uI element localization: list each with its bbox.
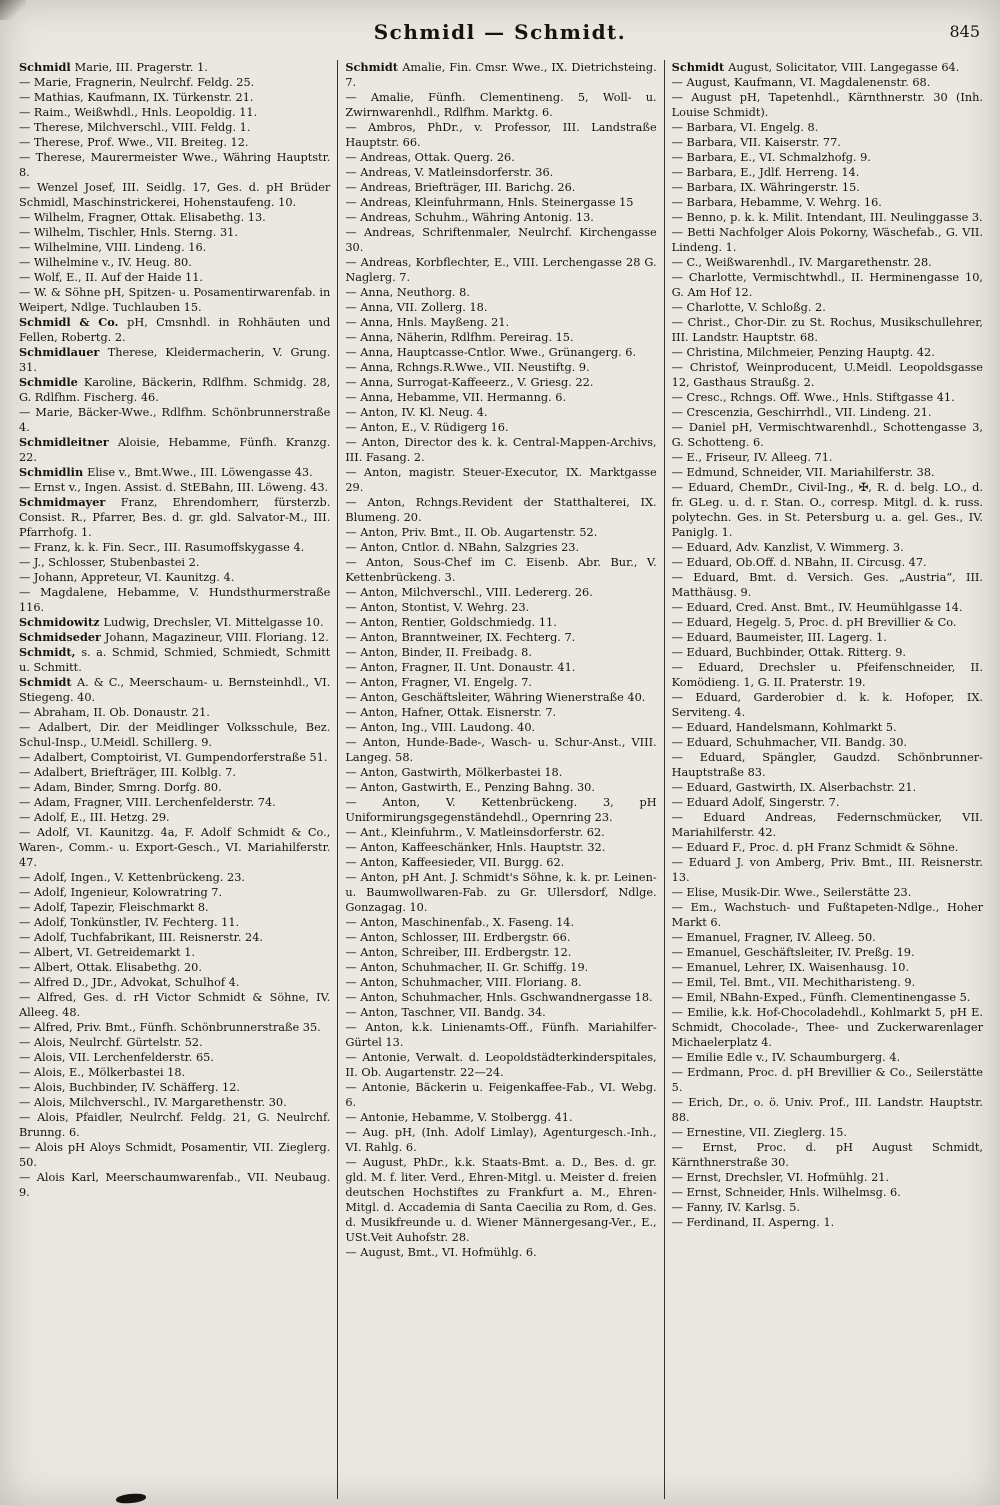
entry-surname: Schmidt — [345, 60, 403, 74]
directory-entry: — Eduard, Buchbinder, Ottak. Ritterg. 9. — [671, 646, 906, 659]
directory-entry: — Adolf, Tonkünstler, IV. Fechterg. 11. — [19, 916, 240, 929]
directory-entry: — Albert, VI. Getreidemarkt 1. — [19, 946, 195, 959]
directory-entry: — Johann, Appreteur, VI. Kaunitzg. 4. — [19, 571, 235, 584]
directory-entry: — Antonie, Verwalt. d. Leopoldstädterkinderspitales, II. Ob. Augartenstr. 22—24. — [345, 1051, 657, 1079]
directory-entry: — Anton, Milchverschl., VIII. Ledererg. 26. — [345, 586, 593, 599]
directory-entry: — Adolf, Tuchfabrikant, III. Reisnerstr. 24. — [19, 931, 263, 944]
entry-surname: Schmidmayer — [19, 495, 121, 509]
directory-entry: — Ernst, Drechsler, VI. Hofmühlg. 21. — [671, 1171, 890, 1184]
entry-surname: Schmidseder — [19, 630, 105, 644]
directory-entry: — Emanuel, Lehrer, IX. Waisenhausg. 10. — [671, 961, 910, 974]
directory-entry: — Anton, Kaffeesieder, VII. Burgg. 62. — [345, 856, 565, 869]
directory-entry: — Emilie Edle v., IV. Schaumburgerg. 4. — [671, 1051, 901, 1064]
directory-entry: — Ernst, Proc. d. pH August Schmidt, Kärnthnerstraße 30. — [671, 1141, 983, 1169]
directory-entry: — Anton, Rchngs.Revident der Statthalterei, IX. Blumeng. 20. — [345, 496, 657, 524]
directory-entry: — Barbara, IX. Währingerstr. 15. — [671, 181, 860, 194]
directory-entry: — Eduard, Schuhmacher, VII. Bandg. 30. — [671, 736, 908, 749]
directory-entry: Schmidt, s. a. Schmid, Schmied, Schmiedt, Schmitt u. Schmitt. — [19, 645, 331, 674]
directory-entry: — Amalie, Fünfh. Clementineng. 5, Woll- u. Zwirnwarenhdl., Rdlfhm. Marktg. 6. — [345, 91, 657, 119]
directory-entry: — Anna, Näherin, Rdlfhm. Pereirag. 15. — [345, 331, 574, 344]
directory-entry: — Cresc., Rchngs. Off. Wwe., Hnls. Stiftgasse 41. — [671, 391, 955, 404]
directory-entry: — Therese, Milchverschl., VIII. Feldg. 1. — [19, 121, 251, 134]
directory-entry: — Wilhelmine v., IV. Heug. 80. — [19, 256, 192, 269]
directory-entry: — Daniel pH, Vermischtwarenhdl., Schottengasse 3, G. Schotteng. 6. — [671, 421, 983, 449]
directory-entry: — Barbara, E., Jdlf. Herreng. 14. — [671, 166, 860, 179]
directory-entry: — Anton, Gastwirth, E., Penzing Bahng. 30. — [345, 781, 595, 794]
directory-entry: — Alfred, Ges. d. rH Victor Schmidt & Söhne, IV. Alleeg. 48. — [19, 991, 331, 1019]
directory-entry: — Eduard, Ob.Off. d. NBahn, II. Circusg. 47. — [671, 556, 927, 569]
directory-entry: — Andreas, Schriftenmaler, Neulrchf. Kirchengasse 30. — [345, 226, 657, 254]
directory-entry: — Anton, Schuhmacher, Hnls. Gschwandnergasse 18. — [345, 991, 653, 1004]
directory-entry: — Christof, Weinproducent, U.Meidl. Leopoldsgasse 12, Gasthaus Straußg. 2. — [671, 361, 983, 389]
directory-entry: — Anton, Gastwirth, Mölkerbastei 18. — [345, 766, 563, 779]
directory-entry: — Eduard Adolf, Singerstr. 7. — [671, 796, 840, 809]
directory-entry: — Eduard, Drechsler u. Pfeifenschneider, II. Komödieng. 1, G. II. Praterstr. 19. — [671, 661, 983, 689]
directory-entry: — Anna, Rchngs.R.Wwe., VII. Neustiftg. 9. — [345, 361, 590, 374]
entry-surname: Schmidl & Co. — [19, 315, 128, 329]
directory-entry: — Anton, Ing., VIII. Laudong. 40. — [345, 721, 536, 734]
directory-entry: — Anton, Director des k. k. Central-Mappen-Archivs, III. Fasang. 2. — [345, 436, 657, 464]
directory-entry: — Andreas, Ottak. Querg. 26. — [345, 151, 515, 164]
directory-entry: — Christina, Milchmeier, Penzing Hauptg. 42. — [671, 346, 935, 359]
directory-entry: — Eduard, Gastwirth, IX. Alserbachstr. 21. — [671, 781, 917, 794]
directory-entry: Schmidlauer Therese, Kleidermacherin, V. Grung. 31. — [19, 345, 331, 374]
page-title: Schmidl — Schmidt. — [373, 20, 627, 44]
directory-entry: — Eduard, Hegelg. 5, Proc. d. pH Brevillier & Co. — [671, 616, 957, 629]
directory-entry: — Adalbert, Dir. der Meidlinger Volksschule, Bez. Schul-Insp., U.Meidl. Schillerg. 9. — [19, 721, 331, 749]
directory-entry: — Anton, k.k. Linienamts-Off., Fünfh. Mariahilfer-Gürtel 13. — [345, 1021, 657, 1049]
directory-entry: — Alois, VII. Lerchenfelderstr. 65. — [19, 1051, 214, 1064]
directory-entry: — W. & Söhne pH, Spitzen- u. Posamentirwarenfab. in Weipert, Ndlge. Tuchlauben 15. — [19, 286, 331, 314]
directory-entry: — Eduard, Baumeister, III. Lagerg. 1. — [671, 631, 887, 644]
directory-entry: — Alois pH Aloys Schmidt, Posamentir, VII. Zieglerg. 50. — [19, 1141, 331, 1169]
directory-entry: — August, PhDr., k.k. Staats-Bmt. a. D., Bes. d. gr. gld. M. f. liter. Verd., Ehren-Mitgl. u. Meister d. freien deutschen Hochstiftes zu Frankfurt a. M., Ehren-Mitgl. d. Accademia di Santa Caecilia zu Rom, d. Ges. d. Musikfreunde u. d. Wiener Männergesang-Ver., E., USt.Veit Auhofstr. 28. — [345, 1156, 657, 1244]
directory-entry: — Anton, Schuhmacher, II. Gr. Schiffg. 19. — [345, 961, 589, 974]
directory-entry: — Alois, Buchbinder, IV. Schäfferg. 12. — [19, 1081, 241, 1094]
directory-entry: — Adalbert, Briefträger, III. Kolblg. 7. — [19, 766, 236, 779]
directory-entry: — Magdalene, Hebamme, V. Hundsthurmerstraße 116. — [19, 586, 331, 614]
directory-entry: Schmidt Amalie, Fin. Cmsr. Wwe., IX. Dietrichsteing. 7. — [345, 60, 657, 89]
directory-entry: — August, Bmt., VI. Hofmühlg. 6. — [345, 1246, 537, 1259]
directory-entry: — Anton, Kaffeeschänker, Hnls. Hauptstr. 32. — [345, 841, 606, 854]
directory-entry: — Raim., Weißwhdl., Hnls. Leopoldig. 11. — [19, 106, 258, 119]
directory-entry: — Elise, Musik-Dir. Wwe., Seilerstätte 23. — [671, 886, 912, 899]
directory-entry: — Antonie, Hebamme, V. Stolbergg. 41. — [345, 1111, 573, 1124]
directory-entry: Schmidseder Johann, Magazineur, VIII. Floriang. 12. — [19, 630, 329, 644]
directory-entry: — Franz, k. k. Fin. Secr., III. Rasumoffskygasse 4. — [19, 541, 305, 554]
directory-entry: — Anton, Stontist, V. Wehrg. 23. — [345, 601, 530, 614]
directory-entry: — Aug. pH, (Inh. Adolf Limlay), Agenturgesch.-Inh., VI. Rahlg. 6. — [345, 1126, 657, 1154]
directory-entry: — Eduard, ChemDr., Civil-Ing., ✠, R. d. belg. LO., d. fr. GLeg. u. d. r. Stan. O., corresp. Mitgl. d. k. russ. polytechn. Ges. in St. Petersburg u. a. gel. Ges., IV. Paniglg. 1. — [671, 481, 983, 539]
directory-entry: — Anton, Hunde-Bade-, Wasch- u. Schur-Anst., VIII. Langeg. 58. — [345, 736, 657, 764]
directory-entry: — Ernst, Schneider, Hnls. Wilhelmsg. 6. — [671, 1186, 901, 1199]
directory-entry: — Albert, Ottak. Elisabethg. 20. — [19, 961, 202, 974]
directory-entry: — Therese, Prof. Wwe., VII. Breiteg. 12. — [19, 136, 249, 149]
directory-entry: Schmidowitz Ludwig, Drechsler, VI. Mittelgasse 10. — [19, 615, 324, 629]
directory-entry: — Anton, Maschinenfab., X. Faseng. 14. — [345, 916, 575, 929]
page-number: 845 — [949, 22, 980, 41]
directory-entry: — Ant., Kleinfuhrm., V. Matleinsdorferstr. 62. — [345, 826, 605, 839]
directory-entry: — Eduard F., Proc. d. pH Franz Schmidt & Söhne. — [671, 841, 959, 854]
directory-entry: — Alois Karl, Meerschaumwarenfab., VII. Neubaug. 9. — [19, 1171, 331, 1199]
directory-entry: — Alois, E., Mölkerbastei 18. — [19, 1066, 186, 1079]
directory-entry: — Emil, Tel. Bmt., VII. Mechitharisteng. 9. — [671, 976, 916, 989]
directory-entry: — Barbara, Hebamme, V. Wehrg. 16. — [671, 196, 882, 209]
directory-entry: — Adalbert, Comptoirist, VI. Gumpendorferstraße 51. — [19, 751, 328, 764]
directory-entry: — Anton, Fragner, II. Unt. Donaustr. 41. — [345, 661, 576, 674]
directory-entry: — Anton, V. Kettenbrückeng. 3, pH Uniformirungsgegenständehdl., Opernring 23. — [345, 796, 657, 824]
page-header — [0, 0, 1000, 52]
directory-entry: — Eduard, Spängler, Gaudzd. Schönbrunner-Hauptstraße 83. — [671, 751, 983, 779]
directory-entry: — Ferdinand, II. Asperng. 1. — [671, 1216, 835, 1229]
directory-entry: — Em., Wachstuch- und Fußtapeten-Ndlge., Hoher Markt 6. — [671, 901, 983, 929]
directory-entry: — Therese, Maurermeister Wwe., Währing Hauptstr. 8. — [19, 151, 331, 179]
directory-entry: Schmidleitner Aloisie, Hebamme, Fünfh. Kranzg. 22. — [19, 435, 331, 464]
directory-entry: Schmidlin Elise v., Bmt.Wwe., III. Löwengasse 43. — [19, 465, 313, 479]
directory-entry: — Wolf, E., II. Auf der Haide 11. — [19, 271, 204, 284]
directory-entry: — Andreas, Schuhm., Währing Antonig. 13. — [345, 211, 594, 224]
directory-entry: — Anna, VII. Zollerg. 18. — [345, 301, 488, 314]
directory-entry: — Anton, pH Ant. J. Schmidt's Söhne, k. k. pr. Leinen- u. Baumwollwaren-Fab. zu Gr. Ullersdorf, Ndlge. Gonzagag. 10. — [345, 871, 657, 914]
entry-surname: Schmidleitner — [19, 435, 118, 449]
entry-surname: Schmidlauer — [19, 345, 108, 359]
directory-entry: — Anton, Cntlor. d. NBahn, Salzgries 23. — [345, 541, 580, 554]
directory-entry: — Eduard, Bmt. d. Versich. Ges. „Austria“, III. Matthäusg. 9. — [671, 571, 983, 599]
directory-entry: — Adolf, E., III. Hetzg. 29. — [19, 811, 170, 824]
directory-entry: — Eduard, Handelsmann, Kohlmarkt 5. — [671, 721, 897, 734]
directory-entry: — Anton, Geschäftsleiter, Währing Wienerstraße 40. — [345, 691, 646, 704]
directory-entry: — Barbara, E., VI. Schmalzhofg. 9. — [671, 151, 871, 164]
directory-entry: — Ambros, PhDr., v. Professor, III. Landstraße Hauptstr. 66. — [345, 121, 657, 149]
directory-entry: — Anton, Priv. Bmt., II. Ob. Augartenstr. 52. — [345, 526, 598, 539]
directory-entry: — Andreas, Briefträger, III. Barichg. 26. — [345, 181, 576, 194]
directory-entry: — Adolf, Ingenieur, Kolowratring 7. — [19, 886, 223, 899]
directory-entry: — Alfred, Priv. Bmt., Fünfh. Schönbrunnerstraße 35. — [19, 1021, 321, 1034]
directory-entry: — Mathias, Kaufmann, IX. Türkenstr. 21. — [19, 91, 254, 104]
directory-entry: Schmidle Karoline, Bäckerin, Rdlfhm. Schmidg. 28, G. Rdlfhm. Fischerg. 46. — [19, 375, 331, 404]
directory-entry: — Erich, Dr., o. ö. Univ. Prof., III. Landstr. Hauptstr. 88. — [671, 1096, 983, 1124]
directory-entry: — Wilhelm, Fragner, Ottak. Elisabethg. 13. — [19, 211, 266, 224]
directory-entry: — Benno, p. k. k. Milit. Intendant, III. Neulinggasse 3. — [671, 211, 983, 224]
entry-surname: Schmidt — [19, 675, 77, 689]
directory-entry: Schmidt A. & C., Meerschaum- u. Bernsteinhdl., VI. Stiegeng. 40. — [19, 675, 331, 704]
directory-entry: — Barbara, VII. Kaiserstr. 77. — [671, 136, 841, 149]
directory-entry: — Wilhelmine, VIII. Lindeng. 16. — [19, 241, 207, 254]
directory-entry: — Emanuel, Fragner, IV. Alleeg. 50. — [671, 931, 876, 944]
directory-entry: — J., Schlosser, Stubenbastei 2. — [19, 556, 200, 569]
directory-entry: — Anton, Schlosser, III. Erdbergstr. 66. — [345, 931, 571, 944]
directory-entry: — Anna, Hnls. Mayßeng. 21. — [345, 316, 510, 329]
directory-entry: — Anna, Surrogat-Kaffeeerz., V. Griesg. 22. — [345, 376, 594, 389]
directory-entry: — Anna, Hebamme, VII. Hermanng. 6. — [345, 391, 567, 404]
directory-entry: — Adolf, VI. Kaunitzg. 4a, F. Adolf Schmidt & Co., Waren-, Comm.- u. Export-Gesch., VI. Mariahilferstr. 47. — [19, 826, 331, 869]
directory-entry: — Wilhelm, Tischler, Hnls. Sterng. 31. — [19, 226, 238, 239]
entry-surname: Schmidt — [671, 60, 729, 74]
directory-entry: Schmidt August, Solicitator, VIII. Langegasse 64. — [671, 60, 960, 74]
directory-entry: — Anna, Neuthorg. 8. — [345, 286, 470, 299]
directory-entry: — Anton, E., V. Rüdigerg 16. — [345, 421, 509, 434]
directory-entry: — Eduard, Adv. Kanzlist, V. Wimmerg. 3. — [671, 541, 904, 554]
directory-entry: — Anton, IV. Kl. Neug. 4. — [345, 406, 488, 419]
directory-entry: — C., Weißwarenhdl., IV. Margarethenstr. 28. — [671, 256, 932, 269]
directory-entry: — Eduard J. von Amberg, Priv. Bmt., III. Reisnerstr. 13. — [671, 856, 983, 884]
directory-entry: — Anton, Schreiber, III. Erdbergstr. 12. — [345, 946, 572, 959]
directory-entry: — E., Friseur, IV. Alleeg. 71. — [671, 451, 833, 464]
directory-entry: — Andreas, Kleinfuhrmann, Hnls. Steinergasse 15 — [345, 196, 634, 209]
directory-columns — [12, 60, 990, 1499]
directory-entry: — Alois, Pfaidler, Neulrchf. Feldg. 21, G. Neulrchf. Brunng. 6. — [19, 1111, 331, 1139]
directory-entry: — Alois, Neulrchf. Gürtelstr. 52. — [19, 1036, 203, 1049]
directory-entry: — Emanuel, Geschäftsleiter, IV. Preßg. 19. — [671, 946, 915, 959]
directory-entry: — Alois, Milchverschl., IV. Margarethenstr. 30. — [19, 1096, 287, 1109]
directory-entry: — Anton, Sous-Chef im C. Eisenb. Abr. Bur., V. Kettenbrückeng. 3. — [345, 556, 657, 584]
directory-entry: — Adam, Fragner, VIII. Lerchenfelderstr. 74. — [19, 796, 276, 809]
directory-entry: — Wenzel Josef, III. Seidlg. 17, Ges. d. pH Brüder Schmidl, Maschinstrickerei, Hohenstaufeng. 10. — [19, 181, 331, 209]
directory-entry: — Anna, Hauptcasse-Cntlor. Wwe., Grünangerg. 6. — [345, 346, 637, 359]
directory-entry: — Anton, Fragner, VI. Engelg. 7. — [345, 676, 533, 689]
directory-entry: — Adolf, Ingen., V. Kettenbrückeng. 23. — [19, 871, 246, 884]
directory-entry: — Eduard, Garderobier d. k. k. Hofoper, IX. Serviteng. 4. — [671, 691, 983, 719]
directory-entry: Schmidl & Co. pH, Cmsnhdl. in Rohhäuten und Fellen, Robertg. 2. — [19, 315, 331, 344]
directory-entry: — Andreas, Korbflechter, E., VIII. Lerchengasse 28 G. Naglerg. 7. — [345, 256, 657, 284]
directory-entry: — Alfred D., JDr., Advokat, Schulhof 4. — [19, 976, 240, 989]
entry-surname: Schmidlin — [19, 465, 88, 479]
entry-surname: Schmidt, — [19, 645, 82, 659]
directory-entry: — Crescenzia, Geschirrhdl., VII. Lindeng. 21. — [671, 406, 932, 419]
directory-entry: — Emil, NBahn-Exped., Fünfh. Clementinengasse 5. — [671, 991, 971, 1004]
directory-entry: — Antonie, Bäckerin u. Feigenkaffee-Fab., VI. Webg. 6. — [345, 1081, 657, 1109]
directory-entry: — Andreas, V. Matleinsdorferstr. 36. — [345, 166, 554, 179]
directory-entry: — Marie, Bäcker-Wwe., Rdlfhm. Schönbrunnerstraße 4. — [19, 406, 331, 434]
directory-entry: — Betti Nachfolger Alois Pokorny, Wäschefab., G. VII. Lindeng. 1. — [671, 226, 983, 254]
directory-entry: — Abraham, II. Ob. Donaustr. 21. — [19, 706, 210, 719]
directory-entry: — Anton, Schuhmacher, VIII. Floriang. 8. — [345, 976, 582, 989]
column-3 — [664, 60, 990, 1499]
directory-entry: — Adolf, Tapezir, Fleischmarkt 8. — [19, 901, 209, 914]
directory-entry: Schmidl Marie, III. Pragerstr. 1. — [19, 60, 208, 74]
entry-surname: Schmidl — [19, 60, 75, 74]
entry-surname: Schmidle — [19, 375, 84, 389]
directory-entry: — Anton, Taschner, VII. Bandg. 34. — [345, 1006, 546, 1019]
directory-entry: — Anton, Branntweiner, IX. Fechterg. 7. — [345, 631, 576, 644]
directory-entry: — Marie, Fragnerin, Neulrchf. Feldg. 25. — [19, 76, 255, 89]
directory-entry: — Eduard Andreas, Federnschmücker, VII. Mariahilferstr. 42. — [671, 811, 983, 839]
directory-entry: — Ernst v., Ingen. Assist. d. StEBahn, III. Löweng. 43. — [19, 481, 329, 494]
directory-entry: — Adam, Binder, Smrng. Dorfg. 80. — [19, 781, 222, 794]
directory-entry: — Anton, Hafner, Ottak. Eisnerstr. 7. — [345, 706, 557, 719]
entry-surname: Schmidowitz — [19, 615, 104, 629]
directory-entry: — Barbara, VI. Engelg. 8. — [671, 121, 819, 134]
directory-entry: — August, Kaufmann, VI. Magdalenenstr. 68. — [671, 76, 931, 89]
directory-entry: — Christ., Chor-Dir. zu St. Rochus, Musikschullehrer, III. Landstr. Hauptstr. 68. — [671, 316, 983, 344]
directory-entry: — Eduard, Cred. Anst. Bmt., IV. Heumühlgasse 14. — [671, 601, 963, 614]
column-1 — [12, 60, 337, 1499]
directory-entry: — Emilie, k.k. Hof-Chocoladehdl., Kohlmarkt 5, pH E. Schmidt, Chocolade-, Thee- und Zuckerwarenlager Michaelerplatz 4. — [671, 1006, 983, 1049]
directory-entry: — Anton, Binder, II. Freibadg. 8. — [345, 646, 532, 659]
column-2 — [337, 60, 663, 1499]
directory-entry: — Erdmann, Proc. d. pH Brevillier & Co., Seilerstätte 5. — [671, 1066, 983, 1094]
directory-entry: — August pH, Tapetenhdl., Kärnthnerstr. 30 (Inh. Louise Schmidt). — [671, 91, 983, 119]
directory-entry: — Fanny, IV. Karlsg. 5. — [671, 1201, 800, 1214]
directory-entry: — Anton, Rentier, Goldschmiedg. 11. — [345, 616, 557, 629]
directory-entry: — Anton, magistr. Steuer-Executor, IX. Marktgasse 29. — [345, 466, 657, 494]
directory-entry: — Charlotte, V. Schloßg. 2. — [671, 301, 826, 314]
directory-entry: — Edmund, Schneider, VII. Mariahilferstr. 38. — [671, 466, 935, 479]
directory-entry: — Ernestine, VII. Zieglerg. 15. — [671, 1126, 847, 1139]
directory-entry: — Charlotte, Vermischtwhdl., II. Herminengasse 10, G. Am Hof 12. — [671, 271, 983, 299]
directory-entry: Schmidmayer Franz, Ehrendomherr, fürsterzb. Consist. R., Pfarrer, Bes. d. gr. gld. Salvator-M., III. Pfarrhofg. 1. — [19, 495, 331, 539]
